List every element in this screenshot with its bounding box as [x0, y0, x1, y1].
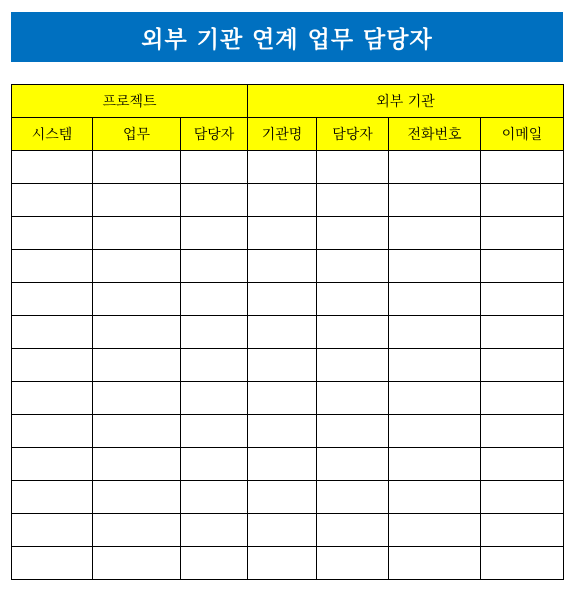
group-header-project: 프로젝트 [12, 85, 248, 118]
table-row [12, 349, 564, 382]
cell-phone[interactable] [389, 250, 481, 283]
cell-email[interactable] [481, 448, 564, 481]
cell-task[interactable] [93, 316, 181, 349]
cell-contact[interactable] [317, 415, 389, 448]
cell-email[interactable] [481, 349, 564, 382]
cell-contact[interactable] [317, 184, 389, 217]
cell-phone[interactable] [389, 217, 481, 250]
cell-manager[interactable] [181, 514, 248, 547]
cell-manager[interactable] [181, 547, 248, 580]
contact-table [11, 84, 564, 580]
page-title: 외부 기관 연계 업무 담당자 [11, 12, 563, 62]
cell-task[interactable] [93, 349, 181, 382]
cell-system[interactable] [12, 250, 93, 283]
cell-manager[interactable] [181, 382, 248, 415]
table-row [12, 481, 564, 514]
cell-system[interactable] [12, 547, 93, 580]
cell-task[interactable] [93, 547, 181, 580]
cell-org-name[interactable] [248, 448, 317, 481]
cell-phone[interactable] [389, 481, 481, 514]
cell-org-name[interactable] [248, 151, 317, 184]
cell-manager[interactable] [181, 184, 248, 217]
cell-manager[interactable] [181, 448, 248, 481]
cell-contact[interactable] [317, 250, 389, 283]
cell-email[interactable] [481, 514, 564, 547]
cell-task[interactable] [93, 184, 181, 217]
cell-contact[interactable] [317, 316, 389, 349]
cell-contact[interactable] [317, 283, 389, 316]
column-header-org-name: 기관명 [248, 118, 317, 151]
cell-email[interactable] [481, 316, 564, 349]
table-row [12, 217, 564, 250]
cell-phone[interactable] [389, 547, 481, 580]
cell-org-name[interactable] [248, 415, 317, 448]
cell-contact[interactable] [317, 448, 389, 481]
table-row [12, 283, 564, 316]
cell-email[interactable] [481, 250, 564, 283]
cell-system[interactable] [12, 481, 93, 514]
cell-email[interactable] [481, 283, 564, 316]
cell-phone[interactable] [389, 349, 481, 382]
cell-task[interactable] [93, 217, 181, 250]
cell-org-name[interactable] [248, 283, 317, 316]
cell-org-name[interactable] [248, 547, 317, 580]
cell-contact[interactable] [317, 151, 389, 184]
cell-org-name[interactable] [248, 514, 317, 547]
cell-email[interactable] [481, 217, 564, 250]
cell-email[interactable] [481, 151, 564, 184]
cell-system[interactable] [12, 184, 93, 217]
cell-email[interactable] [481, 547, 564, 580]
table-row [12, 547, 564, 580]
cell-manager[interactable] [181, 151, 248, 184]
cell-phone[interactable] [389, 151, 481, 184]
cell-manager[interactable] [181, 250, 248, 283]
table-row [12, 382, 564, 415]
table-row [12, 415, 564, 448]
cell-system[interactable] [12, 217, 93, 250]
cell-task[interactable] [93, 151, 181, 184]
cell-phone[interactable] [389, 382, 481, 415]
cell-manager[interactable] [181, 217, 248, 250]
group-header-external: 외부 기관 [248, 85, 564, 118]
cell-manager[interactable] [181, 283, 248, 316]
cell-manager[interactable] [181, 316, 248, 349]
cell-email[interactable] [481, 382, 564, 415]
table-row [12, 250, 564, 283]
cell-manager[interactable] [181, 415, 248, 448]
cell-system[interactable] [12, 514, 93, 547]
group-header-row [12, 85, 564, 118]
column-header-row [12, 118, 564, 151]
cell-phone[interactable] [389, 415, 481, 448]
cell-org-name[interactable] [248, 316, 317, 349]
cell-system[interactable] [12, 448, 93, 481]
table-row [12, 151, 564, 184]
cell-contact[interactable] [317, 481, 389, 514]
cell-contact[interactable] [317, 514, 389, 547]
cell-system[interactable] [12, 151, 93, 184]
table-row [12, 184, 564, 217]
cell-system[interactable] [12, 316, 93, 349]
cell-system[interactable] [12, 283, 93, 316]
cell-system[interactable] [12, 349, 93, 382]
cell-org-name[interactable] [248, 184, 317, 217]
cell-task[interactable] [93, 250, 181, 283]
column-header-task: 업무 [93, 118, 181, 151]
column-header-phone: 전화번호 [389, 118, 481, 151]
cell-phone[interactable] [389, 448, 481, 481]
table-row [12, 514, 564, 547]
cell-task[interactable] [93, 514, 181, 547]
cell-phone[interactable] [389, 316, 481, 349]
cell-contact[interactable] [317, 382, 389, 415]
cell-task[interactable] [93, 481, 181, 514]
cell-task[interactable] [93, 382, 181, 415]
cell-phone[interactable] [389, 283, 481, 316]
cell-email[interactable] [481, 481, 564, 514]
cell-manager[interactable] [181, 349, 248, 382]
column-header-email: 이메일 [481, 118, 564, 151]
cell-contact[interactable] [317, 217, 389, 250]
cell-org-name[interactable] [248, 349, 317, 382]
cell-task[interactable] [93, 448, 181, 481]
cell-email[interactable] [481, 415, 564, 448]
cell-system[interactable] [12, 415, 93, 448]
column-header-contact: 담당자 [317, 118, 389, 151]
cell-task[interactable] [93, 415, 181, 448]
column-header-system: 시스템 [12, 118, 93, 151]
cell-manager[interactable] [181, 481, 248, 514]
cell-system[interactable] [12, 382, 93, 415]
table-row [12, 316, 564, 349]
cell-org-name[interactable] [248, 481, 317, 514]
table-row [12, 448, 564, 481]
column-header-manager: 담당자 [181, 118, 248, 151]
cell-org-name[interactable] [248, 382, 317, 415]
cell-email[interactable] [481, 184, 564, 217]
cell-contact[interactable] [317, 547, 389, 580]
cell-task[interactable] [93, 283, 181, 316]
cell-org-name[interactable] [248, 217, 317, 250]
cell-phone[interactable] [389, 514, 481, 547]
cell-org-name[interactable] [248, 250, 317, 283]
cell-contact[interactable] [317, 349, 389, 382]
cell-phone[interactable] [389, 184, 481, 217]
